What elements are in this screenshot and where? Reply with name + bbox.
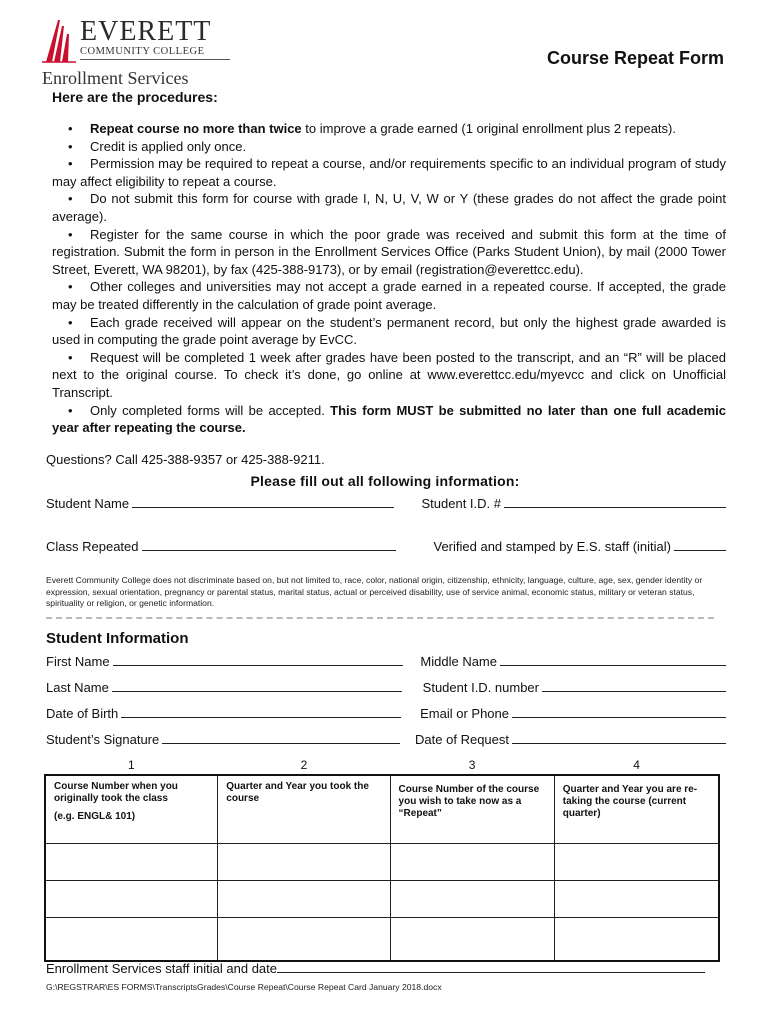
original-course-example: (e.g. ENGL& 101): [54, 811, 136, 822]
procedure-item: [52, 120, 726, 138]
procedure-item: • Request will be completed 1 week after grades have been posted to the transcript, and an “R” will be placed next to the original course. To check it’s done, go online at www.everettcc.edu/myevcc and click on Unofficial Transcript.: [52, 349, 726, 402]
table-row: [45, 880, 719, 917]
middle-name-field[interactable]: [500, 653, 726, 666]
signature-label: Student’s Signature: [46, 732, 160, 747]
class-repeated-row: [46, 538, 726, 554]
email-phone-label: Email or Phone: [420, 706, 509, 721]
table-cell[interactable]: [218, 880, 390, 917]
table-cell[interactable]: [218, 917, 390, 961]
signature-field[interactable]: [162, 731, 400, 744]
staff-initial-field[interactable]: [277, 960, 705, 973]
middle-name-label: Middle Name: [420, 654, 497, 669]
student-name-row: [46, 495, 726, 511]
table-row: [45, 917, 719, 961]
student-id-label: Student I.D. #: [421, 496, 501, 511]
column-number-3: 3: [390, 756, 554, 775]
table-cell[interactable]: [45, 880, 218, 917]
procedure-item: • Credit is applied only once.: [52, 138, 726, 156]
last-name-field[interactable]: [112, 679, 402, 692]
signature-row: [46, 731, 726, 747]
student-name-label: Student Name: [46, 496, 130, 511]
last-name-row: [46, 679, 726, 695]
date-of-request-field[interactable]: [512, 731, 726, 744]
procedure-item: • Register for the same course in which the poor grade was received and submit this form at the time of registration. Submit the form in person in the Enrollment Services Office (Parks Student Union), by mail (2000 Tower Street, Everett, WA 98201), by fax (425-388-9173), or by email (registration@everettcc.edu).: [52, 226, 726, 279]
fill-heading: Please fill out all following information:: [250, 473, 520, 489]
column-number-2: 2: [218, 756, 390, 775]
procedure-emphasis: Repeat course no more than twice: [90, 121, 302, 136]
email-phone-field[interactable]: [512, 705, 726, 718]
table-cell[interactable]: [554, 917, 719, 961]
questions-contact: Questions? Call 425-388-9357 or 425-388-9211.: [46, 452, 325, 467]
file-path-footer: G:\REGSTRAR\ES FORMS\TranscriptsGrades\Course Repeat\Course Repeat Card January 2018.docx: [46, 982, 442, 992]
column-number-4: 4: [554, 756, 719, 775]
original-course-header: Course Number when you originally took the class: [54, 781, 178, 804]
student-name-field[interactable]: [132, 495, 394, 508]
course-repeat-table: [44, 756, 720, 962]
table-cell[interactable]: [218, 843, 390, 880]
nondiscrimination-statement: Everett Community College does not discriminate based on, but not limited to, race, color, national origin, citizenship, ethnicity, language, culture, age, sex, gender identity or expression, sexual orientation, pregnancy or parental status, marital status, actual or perceived disability, use of service animal, economic status, military or veteran status, spirituality or religion, or genetic information.: [46, 575, 703, 608]
table-cell[interactable]: [45, 917, 218, 961]
column-number-1: 1: [45, 756, 218, 775]
procedure-item: • Other colleges and universities may not accept a grade earned in a repeated course. If accepted, the grade may be treated differently in the calculation of grade point average.: [52, 278, 726, 313]
student-id-number-field[interactable]: [542, 679, 726, 692]
table-cell[interactable]: [390, 917, 554, 961]
dob-row: [46, 705, 726, 721]
form-title: Course Repeat Form: [546, 48, 724, 68]
table-cell[interactable]: [554, 843, 719, 880]
table-cell[interactable]: [390, 880, 554, 917]
date-of-birth-field[interactable]: [121, 705, 401, 718]
sail-logo-icon: [40, 16, 78, 64]
table-cell[interactable]: [45, 843, 218, 880]
student-id-field[interactable]: [504, 495, 726, 508]
logo-department: Enrollment Services: [42, 68, 189, 88]
column-header-original-quarter: Quarter and Year you took the course: [218, 775, 390, 843]
class-repeated-label: Class Repeated: [46, 539, 139, 554]
name-row: [46, 653, 726, 669]
procedure-deadline: This form MUST be submitted no later than one full academic year after repeating the course.: [52, 402, 726, 436]
staff-initial-row: [46, 960, 726, 976]
table-cell[interactable]: [554, 880, 719, 917]
table-cell[interactable]: [390, 843, 554, 880]
date-of-request-label: Date of Request: [415, 732, 509, 747]
procedure-item: • Each grade received will appear on the student’s permanent record, but only the highest grade awarded is used in computing the grade point average by EvCC.: [52, 314, 726, 349]
logo-name: EVERETT: [80, 16, 212, 47]
cut-line-divider: [46, 617, 714, 619]
procedure-item: • Do not submit this form for course with grade I, N, U, V, W or Y (these grades do not affect the grade point average).: [52, 190, 726, 225]
first-name-field[interactable]: [113, 653, 403, 666]
date-of-birth-label: Date of Birth: [46, 706, 119, 721]
procedure-text: Only completed forms will be accepted.: [90, 402, 331, 418]
student-information-title: Student Information: [46, 630, 189, 647]
procedure-item: [52, 402, 726, 437]
last-name-label: Last Name: [46, 680, 109, 695]
college-logo: [40, 14, 212, 88]
logo-college: COMMUNITY COLLEGE: [80, 46, 205, 57]
staff-initial-label: Enrollment Services staff initial and date: [46, 961, 277, 976]
procedure-item: • Permission may be required to repeat a course, and/or requirements specific to an individual program of study may affect eligibility to repeat a course.: [52, 155, 726, 190]
column-header-repeat-course: Course Number of the course you wish to take now as a “Repeat”: [390, 775, 554, 843]
class-repeated-field[interactable]: [142, 538, 396, 551]
procedures-list: [52, 120, 726, 437]
logo-divider: [80, 59, 230, 60]
procedures-heading: Here are the procedures:: [52, 89, 218, 105]
procedure-text: to improve a grade earned (1 original enrollment plus 2 repeats).: [301, 121, 676, 136]
student-id-number-label: Student I.D. number: [422, 680, 539, 695]
verified-initial-field[interactable]: [674, 538, 726, 551]
verified-label: Verified and stamped by E.S. staff (initial): [433, 539, 671, 554]
table-row: [45, 843, 719, 880]
column-header-original-course: [45, 775, 218, 843]
column-header-current-quarter: Quarter and Year you are re-taking the course (current quarter): [554, 775, 719, 843]
first-name-label: First Name: [46, 654, 110, 669]
